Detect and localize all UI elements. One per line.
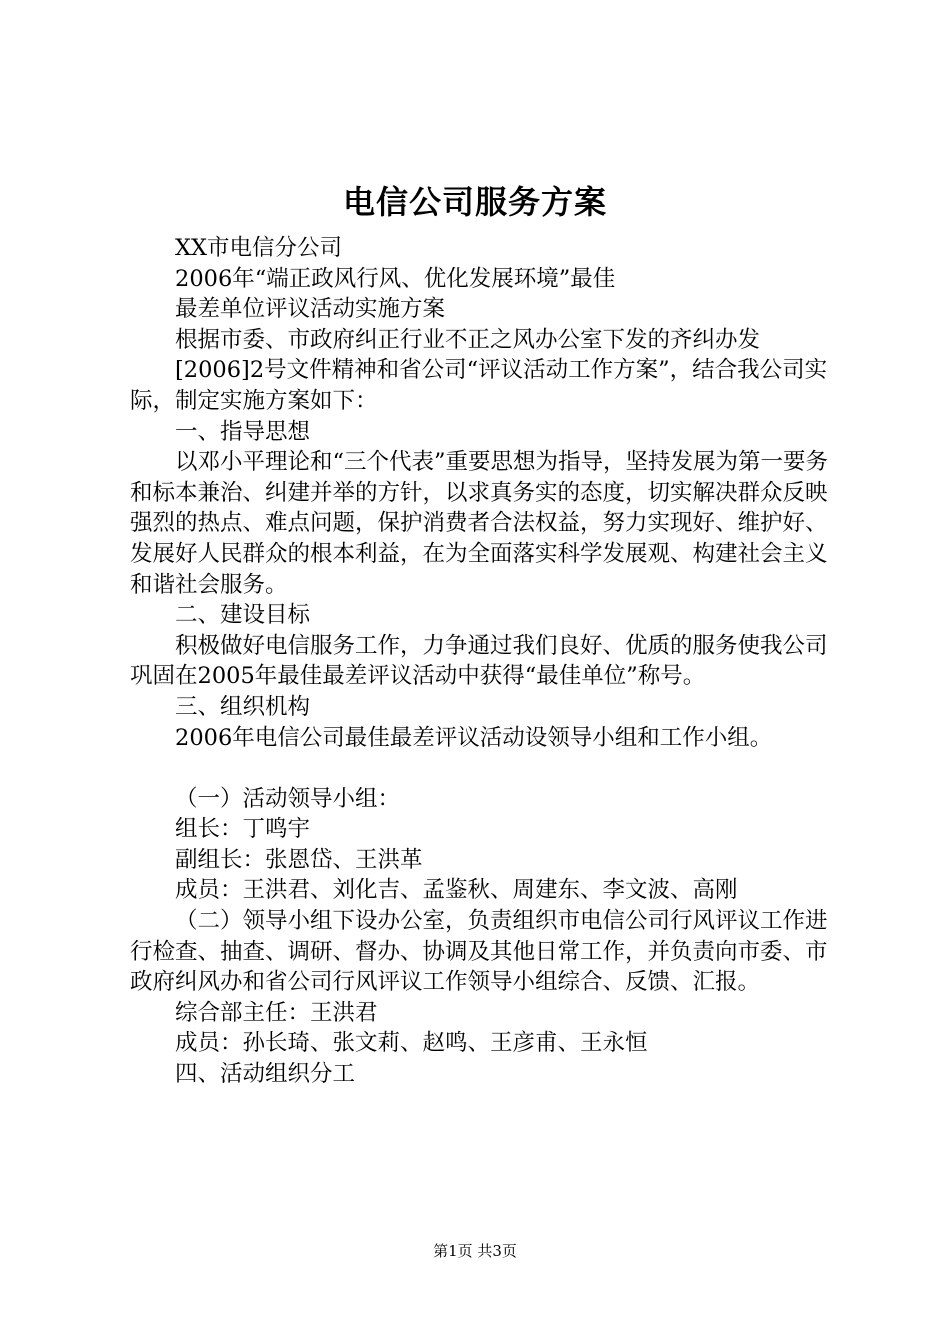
page-number-footer: 第1页 共3页 (433, 1242, 517, 1260)
paragraph-goals: 积极做好电信服务工作，力争通过我们良好、优质的服务使我公司巩固在2005年最佳最差评议活动中获得“最佳单位”称号。 (130, 632, 828, 690)
heading-leading-group: （一）活动领导小组： (175, 785, 401, 812)
paragraph-company: XX市电信分公司 (175, 235, 343, 261)
paragraph-office: （二）领导小组下设办公室，负责组织市电信公司行风评议工作进行检查、抽查、调研、督办、协调及其他日常工作，并负责向市委、市政府纠风办和省公司行风评议工作领导小组综合、反馈、汇报。 (130, 908, 828, 996)
blank-line (130, 753, 830, 784)
paragraph-members: 成员：王洪君、刘化吉、孟鉴秋、周建东、李文波、高刚 (175, 877, 738, 904)
heading-division-of-work: 四、活动组织分工 (175, 1061, 356, 1088)
document-title: 电信公司服务方案 (342, 183, 607, 221)
paragraph-office-members: 成员：孙长琦、张文莉、赵鸣、王彦甫、王永恒 (175, 1030, 648, 1057)
paragraph-organization: 2006年电信公司最佳最差评议活动设领导小组和工作小组。 (175, 724, 773, 751)
heading-guiding-ideology: 一、指导思想 (175, 418, 311, 445)
heading-organization: 三、组织机构 (175, 693, 311, 720)
paragraph-deputy-leader: 副组长：张恩岱、王洪革 (175, 846, 423, 873)
paragraph-office-director: 综合部主任：王洪君 (175, 999, 378, 1026)
paragraph-guiding-ideology: 以邓小平理论和“三个代表”重要思想为指导，坚持发展为第一要务和标本兼治、纠建并举的方针，以求真务实的态度，切实解决群众反映强烈的热点、难点问题，保护消费者合法权益，努力实现好、维护好、发展好人民群众的根本利益，在为全面落实科学发展观、构建社会主义和谐社会服务。 (130, 449, 829, 598)
paragraph-group-leader: 组长：丁鸣宇 (175, 816, 311, 843)
heading-goals: 二、建设目标 (175, 602, 311, 629)
paragraph-basis: 根据市委、市政府纠正行业不正之风办公室下发的齐纠办发 (175, 326, 761, 353)
document-body (130, 233, 830, 1090)
paragraph-subtitle-line1: 2006年“端正政风行风、优化发展环境”最佳 (175, 265, 616, 292)
paragraph-subtitle-line2: 最差单位评议活动实施方案 (175, 296, 446, 323)
paragraph-basis-cont: [2006]2号文件精神和省公司“评议活动工作方案”，结合我公司实际，制定实施方案如下： (130, 357, 828, 414)
